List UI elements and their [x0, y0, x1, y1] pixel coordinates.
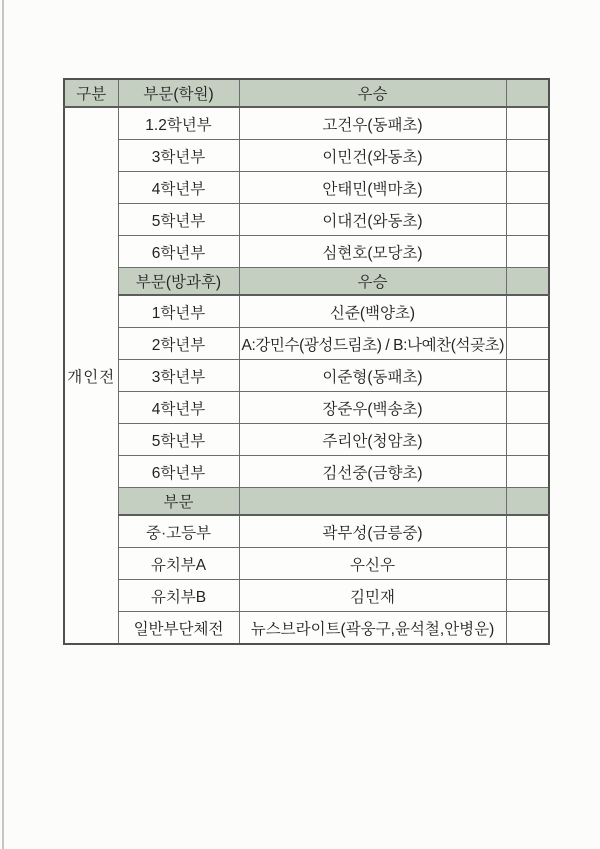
section-header-row — [64, 268, 549, 296]
empty-cell — [506, 580, 549, 612]
category-header-cell: 구분 — [64, 79, 118, 107]
winner-cell: 주리안(청암초) — [239, 424, 506, 456]
division-cell: 4학년부 — [118, 392, 239, 424]
winner-cell: 신준(백양초) — [239, 295, 506, 328]
winner-cell: 곽무성(금릉중) — [239, 515, 506, 548]
division-cell: 5학년부 — [118, 424, 239, 456]
division-cell: 3학년부 — [118, 140, 239, 172]
winner-cell: 안태민(백마초) — [239, 172, 506, 204]
division-header-cell: 부문(방과후) — [118, 268, 239, 296]
empty-header-cell — [506, 79, 549, 107]
empty-header-cell — [506, 268, 549, 296]
table-row — [64, 107, 549, 140]
division-cell: 유치부A — [118, 548, 239, 580]
division-cell: 1학년부 — [118, 295, 239, 328]
division-cell: 3학년부 — [118, 360, 239, 392]
empty-cell — [506, 328, 549, 360]
table-header-row — [64, 79, 549, 107]
division-cell: 6학년부 — [118, 456, 239, 488]
table-row — [64, 548, 549, 580]
empty-cell — [506, 295, 549, 328]
division-cell: 4학년부 — [118, 172, 239, 204]
table-row — [64, 612, 549, 645]
results-table — [63, 78, 550, 645]
winner-cell: 이준형(동패초) — [239, 360, 506, 392]
table-row — [64, 456, 549, 488]
winner-cell: 이민건(와동초) — [239, 140, 506, 172]
empty-cell — [506, 456, 549, 488]
empty-cell — [506, 612, 549, 645]
empty-cell — [506, 140, 549, 172]
division-cell: 5학년부 — [118, 204, 239, 236]
division-cell: 일반부단체전 — [118, 612, 239, 645]
category-cell: 개인전 — [64, 107, 118, 644]
division-cell: 2학년부 — [118, 328, 239, 360]
scan-artifact-line — [2, 0, 4, 849]
division-header-cell: 부문(학원) — [118, 79, 239, 107]
table-row — [64, 424, 549, 456]
empty-cell — [506, 360, 549, 392]
empty-cell — [506, 236, 549, 268]
winner-header-cell — [239, 488, 506, 516]
division-cell: 1.2학년부 — [118, 107, 239, 140]
empty-cell — [506, 172, 549, 204]
table-row — [64, 295, 549, 328]
table-row — [64, 140, 549, 172]
table-row — [64, 580, 549, 612]
division-header-cell: 부문 — [118, 488, 239, 516]
division-cell: 6학년부 — [118, 236, 239, 268]
winner-cell: 심현호(모당초) — [239, 236, 506, 268]
empty-cell — [506, 392, 549, 424]
empty-cell — [506, 424, 549, 456]
empty-cell — [506, 204, 549, 236]
table-row — [64, 515, 549, 548]
empty-cell — [506, 548, 549, 580]
winner-header-cell: 우승 — [239, 79, 506, 107]
winner-cell: A:강민수(광성드림초) / B:나예찬(석곶초) — [239, 328, 506, 360]
empty-cell — [506, 107, 549, 140]
winner-cell: 이대건(와동초) — [239, 204, 506, 236]
table-row — [64, 236, 549, 268]
division-cell: 유치부B — [118, 580, 239, 612]
table-row — [64, 204, 549, 236]
winner-cell: 고건우(동패초) — [239, 107, 506, 140]
table-row — [64, 328, 549, 360]
winner-cell: 김선중(금향초) — [239, 456, 506, 488]
empty-cell — [506, 515, 549, 548]
division-cell: 중·고등부 — [118, 515, 239, 548]
empty-header-cell — [506, 488, 549, 516]
section-header-row — [64, 488, 549, 516]
winner-cell: 김민재 — [239, 580, 506, 612]
winner-cell: 우신우 — [239, 548, 506, 580]
table-row — [64, 392, 549, 424]
winner-cell: 뉴스브라이트(곽웅구,윤석철,안병운) — [239, 612, 506, 645]
table-row — [64, 172, 549, 204]
winner-cell: 장준우(백송초) — [239, 392, 506, 424]
table-row — [64, 360, 549, 392]
winner-header-cell: 우승 — [239, 268, 506, 296]
